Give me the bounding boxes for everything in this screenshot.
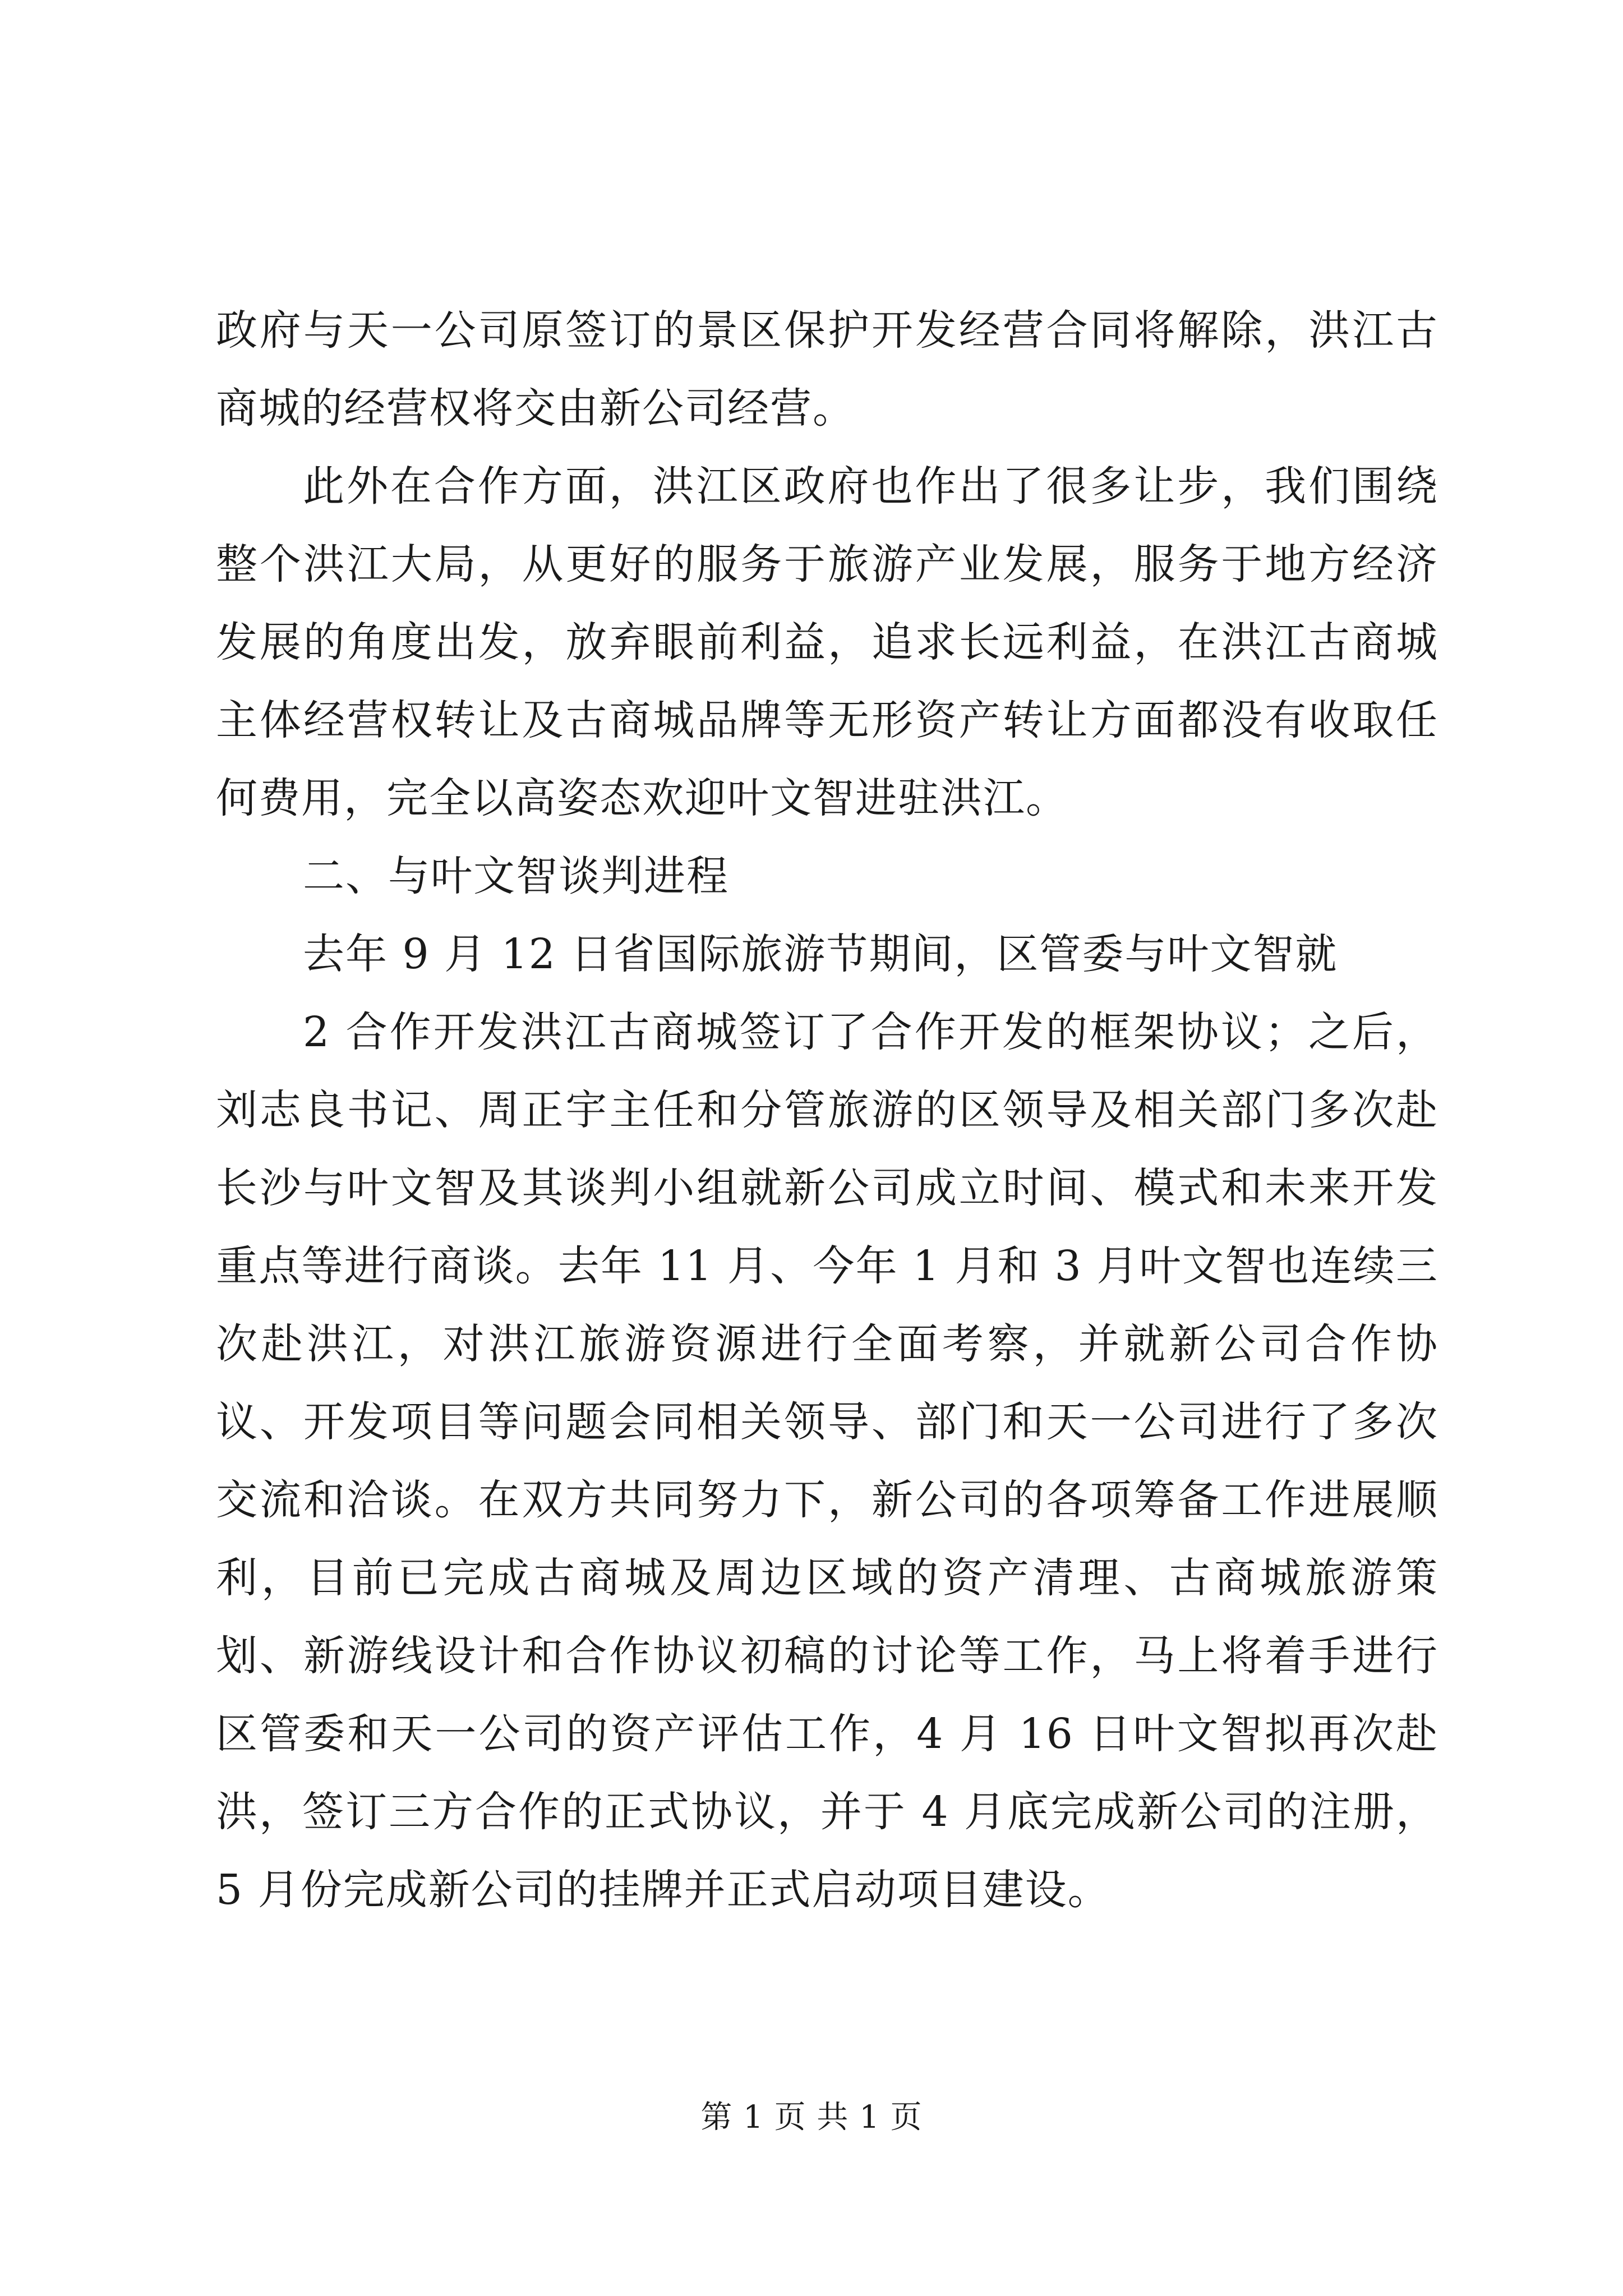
paragraph-framework-agreement-intro: 去年 9 月 12 日省国际旅游节期间，区管委与叶文智就 — [303, 930, 1338, 978]
paragraph-contract-termination: 政府与天一公司原签订的景区保护开发经营合同将解除，洪江古商城的经营权将交由新公司经营。 — [216, 306, 1438, 432]
paragraph-government-concessions: 此外在合作方面，洪江区政府也作出了很多让步，我们围绕整个洪江大局，从更好的服务于旅游产业发展，服务于地方经济发展的角度出发，放弃眼前利益，追求长远利益，在洪江古商城主体经营权转让及古商城品牌等无形资产转让方面都没有收取任何费用，完全以高姿态欢迎叶文智进驻洪江。 — [216, 462, 1438, 822]
page-footer: 第 1 页 共 1 页 — [700, 2099, 923, 2136]
document-body — [216, 292, 1438, 1929]
paragraph-negotiation-progress: 2 合作开发洪江古商城签订了合作开发的框架协议；之后，刘志良书记、周正宇主任和分管旅游的区领导及相关部门多次赴长沙与叶文智及其谈判小组就新公司成立时间、模式和未来开发重点等进行商谈。去年 11 月、今年 1 月和 3 月叶文智也连续三次赴洪江，对洪江旅游资源进行全面考察，并就新公司合作协议、开发项目等问题会同相关领导、部门和天一公司进行了多次交流和洽谈。在双方共同努力下，新公司的各项筹备工作进展顺利，目前已完成古商城及周边区域的资产清理、古商城旅游策划、新游线设计和合作协议初稿的讨论等工作，马上将着手进行区管委和天一公司的资产评估工作，4 月 16 日叶文智拟再次赴洪，签订三方合作的正式协议，并于 4 月底完成新公司的注册，5 月份完成新公司的挂牌并正式启动项目建设。 — [216, 1008, 1438, 1914]
section-heading-negotiation: 二、与叶文智谈判进程 — [303, 852, 729, 900]
